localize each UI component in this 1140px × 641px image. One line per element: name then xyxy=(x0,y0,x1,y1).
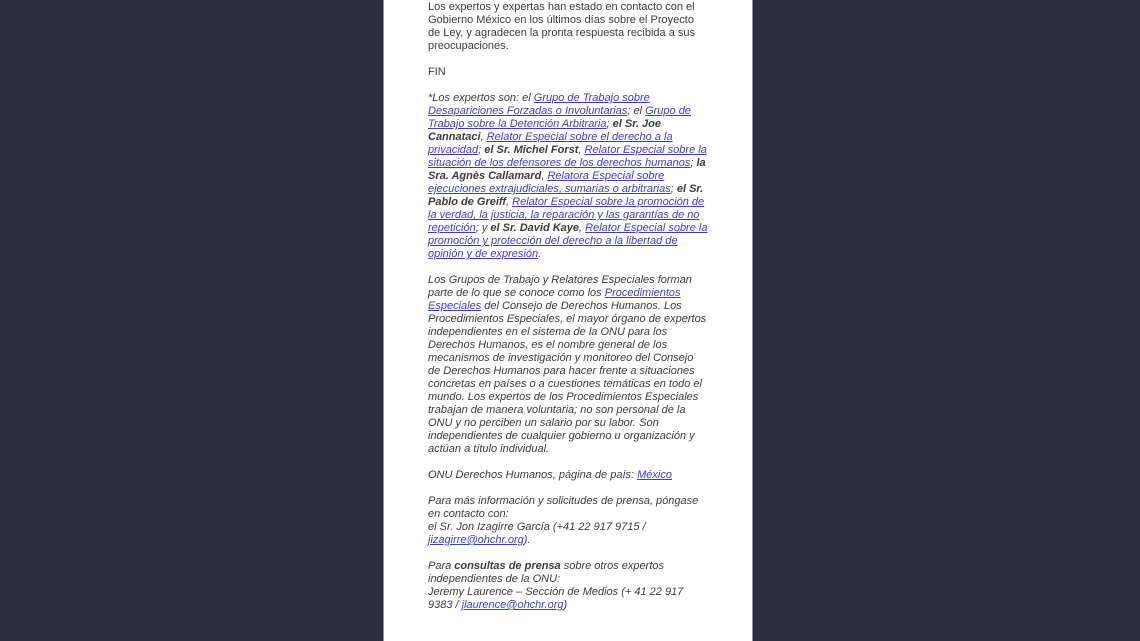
text-segment: , xyxy=(480,131,487,143)
text-segment: Jeremy Laurence – Sección de Medios (+ 41 22 917 9383 / xyxy=(428,586,684,611)
text-segment: ; xyxy=(670,183,677,195)
special-procedures-paragraph xyxy=(428,274,708,456)
text-segment: ). xyxy=(523,534,531,546)
text-segment: el Sr. Jon Izagirre García (+41 22 917 9715 / xyxy=(428,521,646,533)
text-segment: , xyxy=(506,196,513,208)
text-segment: ; xyxy=(606,118,613,130)
bold-text-segment: el Sr. Pablo de Greiff xyxy=(428,183,704,208)
link-relatora-ejecuciones[interactable]: Relatora Especial sobre ejecuciones extrajudiciales, sumarias o arbitrarias xyxy=(428,170,671,195)
link-jizagirre-email[interactable]: jizagirre@ohchr.org xyxy=(428,534,524,546)
text-segment: Para xyxy=(428,560,455,572)
link-grupo-trabajo-desapariciones[interactable]: Grupo de Trabajo sobre Desapariciones Forzadas o Involuntarias xyxy=(428,92,650,117)
text-segment: Los expertos y expertas han estado en contacto con el Gobierno México en los últimos días sobre el Proyecto de Ley, y agradecen la pronta respuesta recibida a sus preocupaciones. xyxy=(428,1,696,52)
text-segment: ; y xyxy=(475,222,491,234)
text-segment: sobre otros expertos independientes de la ONU: xyxy=(428,560,665,585)
text-segment: ; xyxy=(690,157,697,169)
text-segment: Los Grupos de Trabajo y Relatores Especiales forman parte de lo que se conoce como los xyxy=(428,274,692,299)
bold-text-segment: el Sr. David Kaye xyxy=(490,222,580,234)
text-segment: . xyxy=(538,248,542,260)
intro-paragraph xyxy=(428,1,708,53)
article-column xyxy=(383,0,753,641)
link-relator-privacidad[interactable]: Relator Especial sobre el derecho a la privacidad xyxy=(428,131,673,156)
press-contact-paragraph xyxy=(428,495,708,547)
text-segment: *Los expertos son: el xyxy=(428,92,534,104)
link-relator-verdad-justicia[interactable]: Relator Especial sobre la promoción de la verdad, la justicia, la reparación y las garantías de no repetición xyxy=(428,196,705,234)
text-segment: ) xyxy=(563,599,568,611)
bold-text-segment: consultas de prensa xyxy=(454,560,561,572)
link-grupo-trabajo-detencion-arbitraria[interactable]: Grupo de Trabajo sobre la Detención Arbitraria xyxy=(428,105,691,130)
link-procedimientos-especiales[interactable]: Procedimientos Especiales xyxy=(428,287,681,312)
link-relator-libertad-expresion[interactable]: Relator Especial sobre la promoción y protección del derecho a la libertad de opinión y de expresión xyxy=(428,222,708,260)
text-segment: Para más información y solicitudes de prensa, póngase en contacto con: xyxy=(428,495,699,520)
text-segment: , xyxy=(578,144,585,156)
media-contact-paragraph xyxy=(428,560,708,612)
text-segment: del Consejo de Derechos Humanos. Los Procedimientos Especiales, el mayor órgano de expertos independientes en el sistema de la ONU para los Derechos Humanos, es el nombre general de los mecanismos de investigación y monitoreo del Consejo de Derechos Humanos para hacer frente a situaciones concretas en países o a cuestiones temáticas en todo el mundo. Los expertos de los Procedimientos Especiales trabajan de manera voluntaria; no son personal de la ONU y no perciben un salario por su labor. Son independientes de cualquier gobierno u organización y actúan a título individual. xyxy=(428,300,707,455)
link-mexico-country-page[interactable]: México xyxy=(637,469,672,481)
fin-marker xyxy=(428,66,708,79)
link-relator-defensores[interactable]: Relator Especial sobre la situación de los defensores de los derechos humanos xyxy=(428,144,707,169)
text-segment: , xyxy=(579,222,586,234)
text-segment: ; el xyxy=(627,105,646,117)
text-segment: ; xyxy=(478,144,485,156)
text-segment: , xyxy=(541,170,548,182)
country-page-paragraph xyxy=(428,469,708,482)
experts-footnote xyxy=(428,92,708,261)
text-segment: ONU Derechos Humanos, página de país: xyxy=(428,469,638,481)
bold-text-segment: el Sr. Michel Forst xyxy=(484,144,579,156)
article-body xyxy=(384,0,752,612)
link-jlaurence-email[interactable]: jlaurence@ohchr.org xyxy=(461,599,564,611)
text-segment: FIN xyxy=(428,66,446,78)
bold-text-segment: el Sr. Joe Cannataci xyxy=(428,118,661,143)
bold-text-segment: la Sra. Agnès Callamard xyxy=(428,157,706,182)
